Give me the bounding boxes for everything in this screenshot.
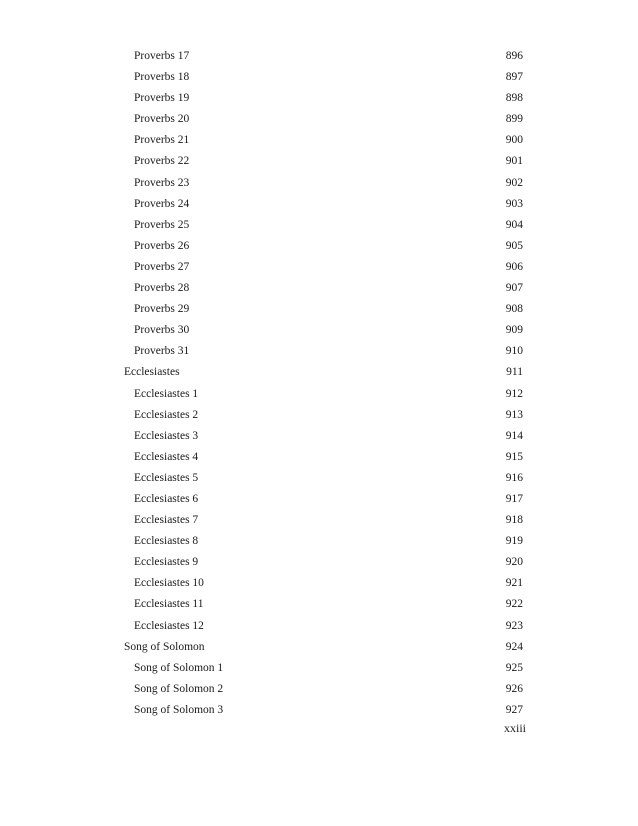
toc-entry-label: Ecclesiastes 7 <box>134 514 199 527</box>
toc-entry-label: Ecclesiastes 3 <box>134 429 199 442</box>
toc-entry[interactable] <box>0 109 638 130</box>
toc-entry-page: 900 <box>505 134 523 147</box>
toc-entry[interactable] <box>0 679 638 700</box>
toc-entry-label: Proverbs 22 <box>134 155 190 168</box>
toc-entry[interactable] <box>0 173 638 194</box>
toc-entry-label: Ecclesiastes 2 <box>134 408 199 421</box>
toc-entry-page: 924 <box>505 640 523 653</box>
table-of-contents <box>0 46 638 721</box>
toc-entry-label: Proverbs 28 <box>134 282 190 295</box>
toc-entry-page: 922 <box>505 598 523 611</box>
toc-entry-page: 896 <box>505 50 523 62</box>
toc-entry[interactable] <box>0 151 638 172</box>
toc-entry[interactable] <box>0 489 638 510</box>
toc-entry-label: Proverbs 23 <box>134 176 190 189</box>
toc-entry-page: 919 <box>505 535 523 548</box>
toc-entry-page: 898 <box>505 92 523 105</box>
toc-entry-page: 909 <box>505 324 523 337</box>
toc-entry[interactable] <box>0 426 638 447</box>
toc-entry[interactable] <box>0 616 638 637</box>
toc-entry-page: 916 <box>505 471 523 484</box>
toc-entry-label: Ecclesiastes 8 <box>134 535 199 548</box>
toc-entry-page: 906 <box>505 260 523 273</box>
toc-entry[interactable] <box>0 236 638 257</box>
toc-entry-page: 920 <box>505 556 523 569</box>
toc-entry[interactable] <box>0 67 638 88</box>
toc-entry[interactable] <box>0 510 638 531</box>
toc-entry[interactable] <box>0 700 638 721</box>
toc-entry-label: Ecclesiastes <box>124 366 180 379</box>
toc-entry[interactable] <box>0 299 638 320</box>
toc-entry-label: Ecclesiastes 4 <box>134 450 199 463</box>
toc-entry[interactable] <box>0 531 638 552</box>
toc-entry[interactable] <box>0 341 638 362</box>
toc-entry[interactable] <box>0 278 638 299</box>
toc-entry-page: 925 <box>505 661 523 674</box>
toc-entry-label: Proverbs 24 <box>134 197 190 210</box>
toc-entry[interactable] <box>0 594 638 615</box>
toc-entry-page: 905 <box>505 239 523 252</box>
toc-entry-page: 904 <box>505 218 523 231</box>
toc-entry-page: 912 <box>505 387 523 400</box>
toc-entry[interactable] <box>0 215 638 236</box>
toc-entry[interactable] <box>0 637 638 658</box>
toc-entry[interactable] <box>0 194 638 215</box>
toc-entry-page: 903 <box>505 197 523 210</box>
toc-entry[interactable] <box>0 405 638 426</box>
toc-entry-label: Proverbs 29 <box>134 303 190 316</box>
toc-entry-label: Song of Solomon 1 <box>134 661 224 674</box>
toc-entry[interactable] <box>0 552 638 573</box>
toc-entry-page: 907 <box>505 282 523 295</box>
toc-entry-label: Proverbs 18 <box>134 71 190 84</box>
toc-entry-page: 908 <box>505 303 523 316</box>
toc-entry[interactable] <box>0 447 638 468</box>
toc-entry-label: Ecclesiastes 1 <box>134 387 199 400</box>
toc-entry-label: Proverbs 26 <box>134 239 190 252</box>
toc-entry-label: Song of Solomon <box>124 640 205 653</box>
toc-entry-page: 910 <box>505 345 523 358</box>
toc-entry[interactable] <box>0 362 638 383</box>
toc-entry[interactable] <box>0 658 638 679</box>
toc-entry[interactable] <box>0 320 638 341</box>
toc-entry-label: Proverbs 25 <box>134 218 190 231</box>
toc-entry[interactable] <box>0 46 638 67</box>
toc-entry-label: Ecclesiastes 12 <box>134 619 204 632</box>
toc-entry-page: 902 <box>505 176 523 189</box>
toc-entry-page: 926 <box>505 682 523 695</box>
toc-entry-page: 911 <box>506 366 523 379</box>
toc-entry-label: Proverbs 27 <box>134 260 190 273</box>
toc-entry-page: 917 <box>505 492 523 505</box>
toc-entry[interactable] <box>0 468 638 489</box>
toc-entry-page: 913 <box>505 408 523 421</box>
toc-entry-label: Song of Solomon 3 <box>134 703 224 716</box>
toc-entry-page: 915 <box>505 450 523 463</box>
toc-entry[interactable] <box>0 130 638 151</box>
toc-entry-label: Song of Solomon 2 <box>134 682 224 695</box>
toc-entry-label: Ecclesiastes 5 <box>134 471 199 484</box>
toc-entry-label: Proverbs 17 <box>134 50 190 62</box>
toc-entry-label: Ecclesiastes 11 <box>134 598 204 611</box>
toc-entry[interactable] <box>0 384 638 405</box>
toc-entry-label: Ecclesiastes 10 <box>134 577 204 590</box>
toc-entry[interactable] <box>0 573 638 594</box>
toc-entry-label: Proverbs 21 <box>134 134 190 147</box>
toc-entry-page: 918 <box>505 514 523 527</box>
toc-entry-page: 927 <box>505 703 523 716</box>
toc-entry-page: 914 <box>505 429 523 442</box>
toc-entry-page: 897 <box>505 71 523 84</box>
toc-entry-page: 899 <box>505 113 523 126</box>
toc-entry-page: 923 <box>505 619 523 632</box>
toc-entry-label: Proverbs 20 <box>134 113 190 126</box>
toc-entry[interactable] <box>0 88 638 109</box>
page-number: xxiii <box>503 721 526 735</box>
toc-entry-label: Ecclesiastes 9 <box>134 556 199 569</box>
toc-entry[interactable] <box>0 257 638 278</box>
toc-entry-label: Proverbs 19 <box>134 92 190 105</box>
toc-entry-label: Ecclesiastes 6 <box>134 492 199 505</box>
toc-entry-label: Proverbs 31 <box>134 345 190 358</box>
toc-entry-page: 921 <box>505 577 523 590</box>
toc-entry-page: 901 <box>505 155 523 168</box>
toc-entry-label: Proverbs 30 <box>134 324 190 337</box>
